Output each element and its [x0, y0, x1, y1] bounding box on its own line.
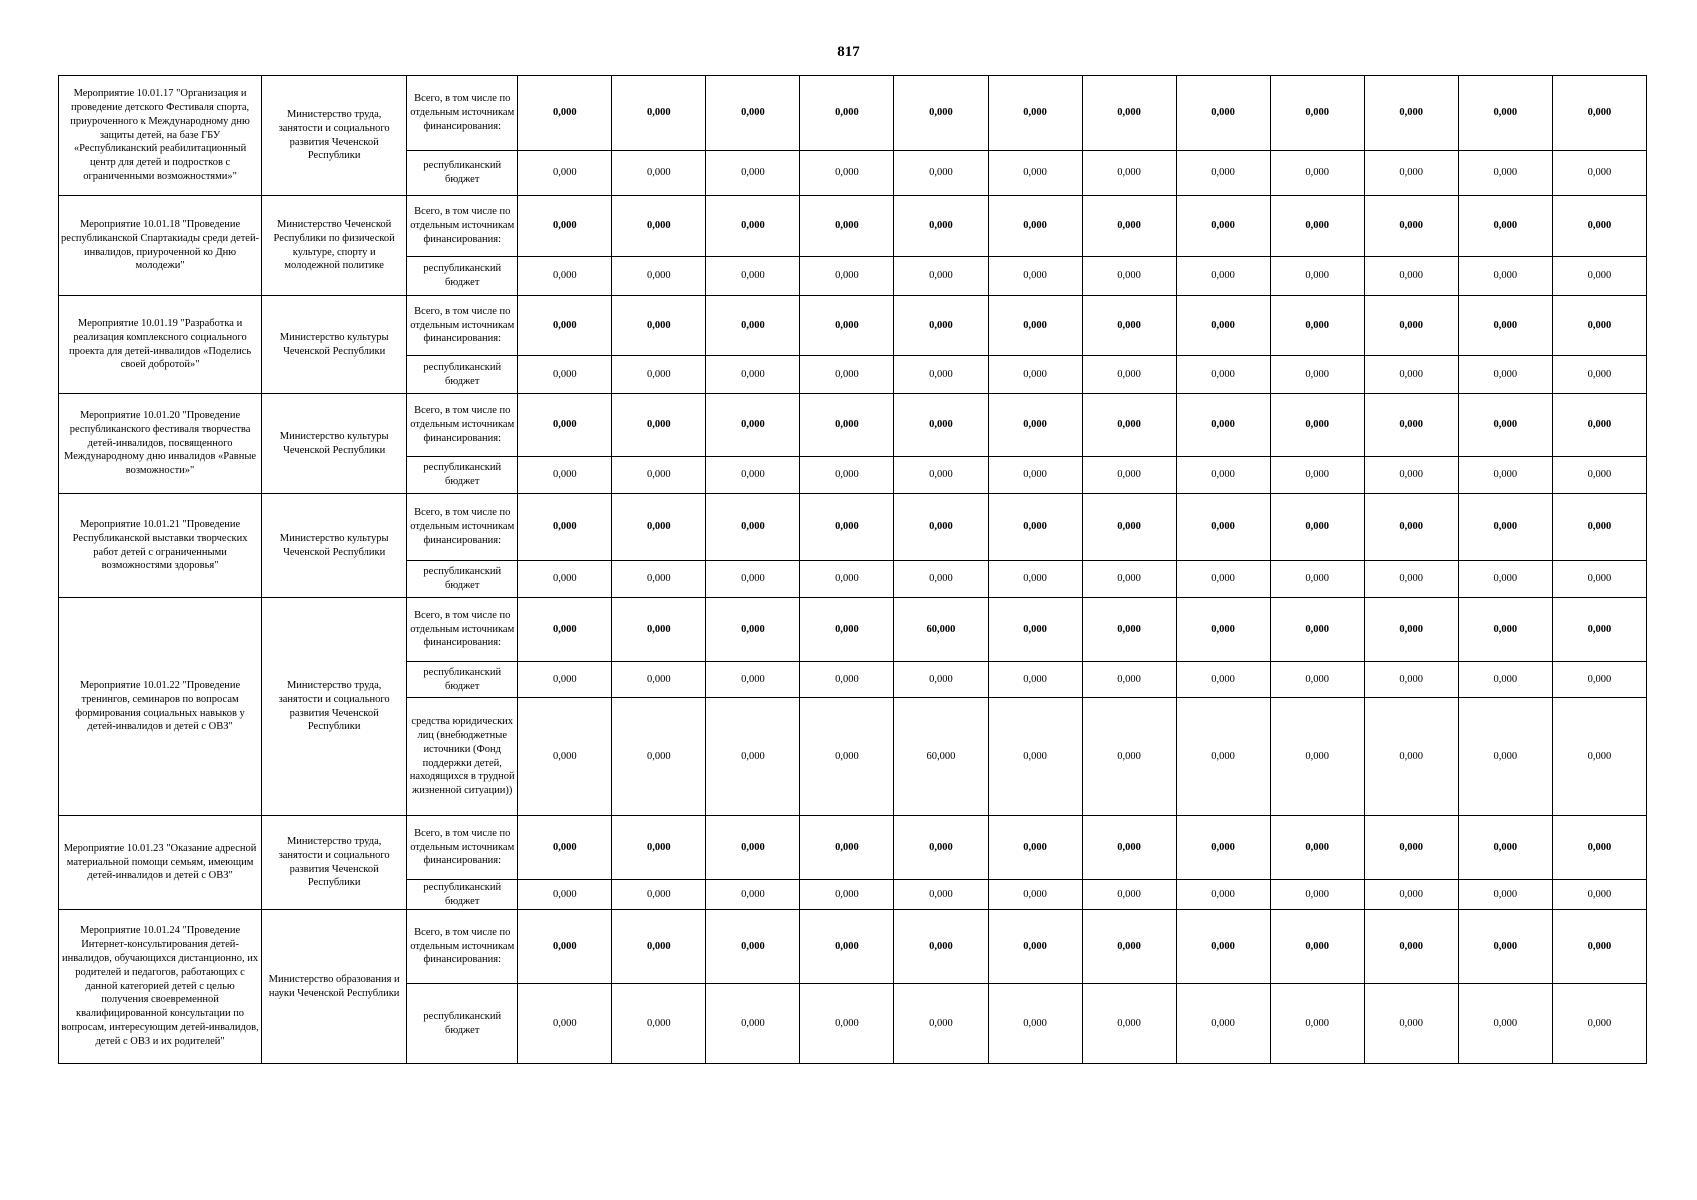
amount-cell: 0,000 [894, 394, 988, 457]
amount-cell: 0,000 [1082, 394, 1176, 457]
amount-cell: 0,000 [1082, 662, 1176, 698]
amount-cell: 0,000 [1270, 196, 1364, 257]
amount-cell: 0,000 [612, 76, 706, 151]
amount-cell: 60,000 [894, 598, 988, 662]
executor-cell: Министерство труда, занятости и социального развития Чеченской Республики [262, 816, 407, 910]
amount-cell: 0,000 [706, 880, 800, 910]
table-row [59, 394, 1647, 457]
amount-cell: 0,000 [1552, 356, 1646, 394]
event-name-cell: Мероприятие 10.01.24 "Проведение Интернет-консультирования детей-инвалидов, обучающихся дистанционно, их родителей и педагогов, работающих с данной категорией детей с целью получения своевременной квалифицированной консультации по вопросам, интересующим детей-инвалидов, детей с ОВЗ и их родителей" [59, 910, 262, 1064]
amount-cell: 0,000 [894, 196, 988, 257]
funding-source-cell: средства юридических лиц (внебюджетные источники (Фонд поддержки детей, находящихся в трудной жизненной ситуации)) [407, 698, 518, 816]
amount-cell: 0,000 [706, 356, 800, 394]
funding-source-cell: республиканский бюджет [407, 257, 518, 296]
amount-cell: 0,000 [706, 561, 800, 598]
amount-cell: 0,000 [894, 662, 988, 698]
amount-cell: 0,000 [518, 257, 612, 296]
amount-cell: 0,000 [1552, 394, 1646, 457]
amount-cell: 0,000 [1458, 151, 1552, 196]
amount-cell: 0,000 [1552, 598, 1646, 662]
amount-cell: 0,000 [1082, 910, 1176, 984]
amount-cell: 0,000 [894, 561, 988, 598]
amount-cell: 0,000 [518, 356, 612, 394]
amount-cell: 0,000 [988, 494, 1082, 561]
amount-cell: 0,000 [1082, 196, 1176, 257]
page-number: 817 [837, 44, 860, 60]
amount-cell: 0,000 [800, 196, 894, 257]
funding-source-cell: Всего, в том числе по отдельным источникам финансирования: [407, 394, 518, 457]
amount-cell: 0,000 [1552, 880, 1646, 910]
funding-source-cell: республиканский бюджет [407, 151, 518, 196]
amount-cell: 0,000 [706, 662, 800, 698]
amount-cell: 0,000 [894, 816, 988, 880]
amount-cell: 0,000 [1364, 880, 1458, 910]
amount-cell: 0,000 [1176, 356, 1270, 394]
event-name-cell: Мероприятие 10.01.22 "Проведение тренингов, семинаров по вопросам формирования социальных навыков у детей-инвалидов и детей с ОВЗ" [59, 598, 262, 816]
funding-source-cell: республиканский бюджет [407, 880, 518, 910]
amount-cell: 0,000 [1458, 662, 1552, 698]
table-row [59, 296, 1647, 356]
amount-cell: 0,000 [988, 394, 1082, 457]
funding-source-cell: республиканский бюджет [407, 984, 518, 1064]
amount-cell: 0,000 [706, 196, 800, 257]
amount-cell: 0,000 [1176, 662, 1270, 698]
amount-cell: 0,000 [1364, 356, 1458, 394]
amount-cell: 0,000 [1176, 698, 1270, 816]
amount-cell: 0,000 [518, 910, 612, 984]
executor-cell: Министерство культуры Чеченской Республики [262, 494, 407, 598]
amount-cell: 0,000 [518, 561, 612, 598]
amount-cell: 0,000 [1270, 257, 1364, 296]
funding-source-cell: Всего, в том числе по отдельным источникам финансирования: [407, 296, 518, 356]
amount-cell: 0,000 [612, 984, 706, 1064]
amount-cell: 0,000 [800, 880, 894, 910]
amount-cell: 0,000 [1364, 494, 1458, 561]
amount-cell: 0,000 [1458, 257, 1552, 296]
amount-cell: 0,000 [1270, 598, 1364, 662]
event-name-cell: Мероприятие 10.01.18 "Проведение республиканской Спартакиады среди детей-инвалидов, приуроченной ко Дню молодежи" [59, 196, 262, 296]
amount-cell: 0,000 [518, 151, 612, 196]
amount-cell: 0,000 [800, 356, 894, 394]
amount-cell: 0,000 [612, 296, 706, 356]
amount-cell: 0,000 [1552, 457, 1646, 494]
amount-cell: 0,000 [1364, 257, 1458, 296]
amount-cell: 0,000 [1082, 257, 1176, 296]
amount-cell: 0,000 [1458, 816, 1552, 880]
amount-cell: 0,000 [800, 561, 894, 598]
amount-cell: 0,000 [1364, 196, 1458, 257]
amount-cell: 0,000 [988, 662, 1082, 698]
amount-cell: 60,000 [894, 698, 988, 816]
amount-cell: 0,000 [706, 394, 800, 457]
amount-cell: 0,000 [612, 880, 706, 910]
amount-cell: 0,000 [988, 257, 1082, 296]
financing-table [58, 75, 1647, 1064]
amount-cell: 0,000 [1082, 984, 1176, 1064]
amount-cell: 0,000 [1270, 394, 1364, 457]
amount-cell: 0,000 [1364, 662, 1458, 698]
amount-cell: 0,000 [612, 561, 706, 598]
amount-cell: 0,000 [612, 394, 706, 457]
funding-source-cell: Всего, в том числе по отдельным источникам финансирования: [407, 910, 518, 984]
amount-cell: 0,000 [1552, 910, 1646, 984]
amount-cell: 0,000 [1270, 76, 1364, 151]
amount-cell: 0,000 [1270, 356, 1364, 394]
amount-cell: 0,000 [1082, 457, 1176, 494]
amount-cell: 0,000 [1364, 457, 1458, 494]
amount-cell: 0,000 [1270, 816, 1364, 880]
amount-cell: 0,000 [1364, 910, 1458, 984]
funding-source-cell: республиканский бюджет [407, 356, 518, 394]
amount-cell: 0,000 [1458, 394, 1552, 457]
amount-cell: 0,000 [1552, 76, 1646, 151]
amount-cell: 0,000 [1176, 457, 1270, 494]
table-row [59, 494, 1647, 561]
amount-cell: 0,000 [1176, 561, 1270, 598]
amount-cell: 0,000 [612, 494, 706, 561]
amount-cell: 0,000 [706, 257, 800, 296]
amount-cell: 0,000 [988, 698, 1082, 816]
amount-cell: 0,000 [1364, 598, 1458, 662]
amount-cell: 0,000 [1082, 76, 1176, 151]
amount-cell: 0,000 [518, 394, 612, 457]
event-name-cell: Мероприятие 10.01.17 "Организация и проведение детского Фестиваля спорта, приуроченного к Международному дню защиты детей, на базе ГБУ «Республиканский реабилитационный центр для детей и подростков с ограниченными возможностями»" [59, 76, 262, 196]
amount-cell: 0,000 [1176, 76, 1270, 151]
funding-source-cell: Всего, в том числе по отдельным источникам финансирования: [407, 816, 518, 880]
amount-cell: 0,000 [1552, 816, 1646, 880]
amount-cell: 0,000 [1270, 494, 1364, 561]
amount-cell: 0,000 [1458, 296, 1552, 356]
amount-cell: 0,000 [1082, 151, 1176, 196]
amount-cell: 0,000 [1364, 394, 1458, 457]
amount-cell: 0,000 [1082, 356, 1176, 394]
amount-cell: 0,000 [800, 457, 894, 494]
amount-cell: 0,000 [1552, 196, 1646, 257]
amount-cell: 0,000 [988, 296, 1082, 356]
amount-cell: 0,000 [1176, 880, 1270, 910]
amount-cell: 0,000 [800, 151, 894, 196]
amount-cell: 0,000 [800, 76, 894, 151]
amount-cell: 0,000 [518, 196, 612, 257]
amount-cell: 0,000 [1270, 984, 1364, 1064]
amount-cell: 0,000 [1458, 561, 1552, 598]
amount-cell: 0,000 [1552, 662, 1646, 698]
amount-cell: 0,000 [1364, 296, 1458, 356]
amount-cell: 0,000 [1364, 561, 1458, 598]
amount-cell: 0,000 [1270, 561, 1364, 598]
event-name-cell: Мероприятие 10.01.19 "Разработка и реализация комплексного социального проекта для детей-инвалидов «Поделись своей добротой»" [59, 296, 262, 394]
amount-cell: 0,000 [518, 984, 612, 1064]
amount-cell: 0,000 [1364, 984, 1458, 1064]
amount-cell: 0,000 [1176, 910, 1270, 984]
amount-cell: 0,000 [1458, 356, 1552, 394]
table-row [59, 910, 1647, 984]
amount-cell: 0,000 [518, 698, 612, 816]
amount-cell: 0,000 [1176, 196, 1270, 257]
amount-cell: 0,000 [1458, 984, 1552, 1064]
funding-source-cell: Всего, в том числе по отдельным источникам финансирования: [407, 494, 518, 561]
executor-cell: Министерство труда, занятости и социального развития Чеченской Республики [262, 598, 407, 816]
amount-cell: 0,000 [1082, 494, 1176, 561]
amount-cell: 0,000 [1364, 76, 1458, 151]
amount-cell: 0,000 [1082, 816, 1176, 880]
table-row [59, 598, 1647, 662]
amount-cell: 0,000 [1176, 151, 1270, 196]
amount-cell: 0,000 [1176, 816, 1270, 880]
executor-cell: Министерство Чеченской Республики по физической культуре, спорту и молодежной политике [262, 196, 407, 296]
amount-cell: 0,000 [1552, 151, 1646, 196]
amount-cell: 0,000 [1458, 910, 1552, 984]
amount-cell: 0,000 [518, 494, 612, 561]
amount-cell: 0,000 [1552, 984, 1646, 1064]
amount-cell: 0,000 [894, 457, 988, 494]
amount-cell: 0,000 [612, 257, 706, 296]
amount-cell: 0,000 [1458, 698, 1552, 816]
amount-cell: 0,000 [1552, 561, 1646, 598]
amount-cell: 0,000 [988, 816, 1082, 880]
amount-cell: 0,000 [706, 910, 800, 984]
amount-cell: 0,000 [1364, 151, 1458, 196]
amount-cell: 0,000 [1458, 196, 1552, 257]
amount-cell: 0,000 [894, 494, 988, 561]
amount-cell: 0,000 [800, 698, 894, 816]
table-row [59, 196, 1647, 257]
amount-cell: 0,000 [988, 880, 1082, 910]
amount-cell: 0,000 [800, 598, 894, 662]
amount-cell: 0,000 [894, 356, 988, 394]
amount-cell: 0,000 [706, 296, 800, 356]
amount-cell: 0,000 [1176, 598, 1270, 662]
funding-source-cell: республиканский бюджет [407, 457, 518, 494]
funding-source-cell: республиканский бюджет [407, 662, 518, 698]
amount-cell: 0,000 [1364, 698, 1458, 816]
amount-cell: 0,000 [612, 662, 706, 698]
table-row [59, 816, 1647, 880]
amount-cell: 0,000 [1176, 257, 1270, 296]
amount-cell: 0,000 [706, 494, 800, 561]
amount-cell: 0,000 [800, 494, 894, 561]
amount-cell: 0,000 [1364, 816, 1458, 880]
amount-cell: 0,000 [1082, 880, 1176, 910]
amount-cell: 0,000 [988, 151, 1082, 196]
amount-cell: 0,000 [706, 816, 800, 880]
amount-cell: 0,000 [988, 561, 1082, 598]
table-row [59, 76, 1647, 151]
amount-cell: 0,000 [988, 457, 1082, 494]
amount-cell: 0,000 [1552, 257, 1646, 296]
amount-cell: 0,000 [894, 984, 988, 1064]
amount-cell: 0,000 [800, 257, 894, 296]
amount-cell: 0,000 [894, 880, 988, 910]
amount-cell: 0,000 [612, 910, 706, 984]
amount-cell: 0,000 [1176, 984, 1270, 1064]
amount-cell: 0,000 [1270, 698, 1364, 816]
executor-cell: Министерство культуры Чеченской Республики [262, 394, 407, 494]
amount-cell: 0,000 [894, 76, 988, 151]
event-name-cell: Мероприятие 10.01.23 "Оказание адресной материальной помощи семьям, имеющим детей-инвалидов и детей с ОВЗ" [59, 816, 262, 910]
funding-source-cell: Всего, в том числе по отдельным источникам финансирования: [407, 76, 518, 151]
amount-cell: 0,000 [518, 816, 612, 880]
amount-cell: 0,000 [518, 76, 612, 151]
amount-cell: 0,000 [612, 598, 706, 662]
funding-source-cell: Всего, в том числе по отдельным источникам финансирования: [407, 196, 518, 257]
amount-cell: 0,000 [894, 257, 988, 296]
amount-cell: 0,000 [612, 151, 706, 196]
amount-cell: 0,000 [800, 984, 894, 1064]
amount-cell: 0,000 [1082, 698, 1176, 816]
amount-cell: 0,000 [1270, 296, 1364, 356]
amount-cell: 0,000 [612, 816, 706, 880]
amount-cell: 0,000 [800, 662, 894, 698]
amount-cell: 0,000 [518, 457, 612, 494]
amount-cell: 0,000 [1082, 561, 1176, 598]
amount-cell: 0,000 [518, 662, 612, 698]
amount-cell: 0,000 [1270, 910, 1364, 984]
funding-source-cell: республиканский бюджет [407, 561, 518, 598]
amount-cell: 0,000 [800, 296, 894, 356]
amount-cell: 0,000 [1270, 457, 1364, 494]
amount-cell: 0,000 [518, 296, 612, 356]
amount-cell: 0,000 [800, 910, 894, 984]
amount-cell: 0,000 [706, 698, 800, 816]
event-name-cell: Мероприятие 10.01.21 "Проведение Республиканской выставки творческих работ детей с ограниченными возможностями здоровья" [59, 494, 262, 598]
amount-cell: 0,000 [988, 984, 1082, 1064]
amount-cell: 0,000 [1552, 698, 1646, 816]
amount-cell: 0,000 [612, 196, 706, 257]
amount-cell: 0,000 [1176, 494, 1270, 561]
amount-cell: 0,000 [1270, 662, 1364, 698]
amount-cell: 0,000 [988, 356, 1082, 394]
amount-cell: 0,000 [612, 457, 706, 494]
executor-cell: Министерство культуры Чеченской Республики [262, 296, 407, 394]
amount-cell: 0,000 [988, 598, 1082, 662]
amount-cell: 0,000 [800, 394, 894, 457]
amount-cell: 0,000 [894, 296, 988, 356]
amount-cell: 0,000 [612, 356, 706, 394]
amount-cell: 0,000 [706, 598, 800, 662]
amount-cell: 0,000 [1270, 151, 1364, 196]
amount-cell: 0,000 [988, 76, 1082, 151]
amount-cell: 0,000 [1458, 494, 1552, 561]
amount-cell: 0,000 [518, 598, 612, 662]
amount-cell: 0,000 [894, 910, 988, 984]
amount-cell: 0,000 [894, 151, 988, 196]
amount-cell: 0,000 [706, 76, 800, 151]
amount-cell: 0,000 [1552, 494, 1646, 561]
amount-cell: 0,000 [612, 698, 706, 816]
amount-cell: 0,000 [706, 457, 800, 494]
amount-cell: 0,000 [706, 984, 800, 1064]
amount-cell: 0,000 [1176, 394, 1270, 457]
amount-cell: 0,000 [988, 196, 1082, 257]
amount-cell: 0,000 [1458, 457, 1552, 494]
amount-cell: 0,000 [988, 910, 1082, 984]
executor-cell: Министерство труда, занятости и социального развития Чеченской Республики [262, 76, 407, 196]
amount-cell: 0,000 [1270, 880, 1364, 910]
amount-cell: 0,000 [1176, 296, 1270, 356]
amount-cell: 0,000 [1082, 598, 1176, 662]
amount-cell: 0,000 [1458, 76, 1552, 151]
executor-cell: Министерство образования и науки Чеченской Республики [262, 910, 407, 1064]
event-name-cell: Мероприятие 10.01.20 "Проведение республиканского фестиваля творчества детей-инвалидов, посвященного Международному дню инвалидов «Равные возможности»" [59, 394, 262, 494]
amount-cell: 0,000 [1552, 296, 1646, 356]
amount-cell: 0,000 [1458, 598, 1552, 662]
amount-cell: 0,000 [800, 816, 894, 880]
amount-cell: 0,000 [1082, 296, 1176, 356]
funding-source-cell: Всего, в том числе по отдельным источникам финансирования: [407, 598, 518, 662]
amount-cell: 0,000 [706, 151, 800, 196]
amount-cell: 0,000 [1458, 880, 1552, 910]
amount-cell: 0,000 [518, 880, 612, 910]
